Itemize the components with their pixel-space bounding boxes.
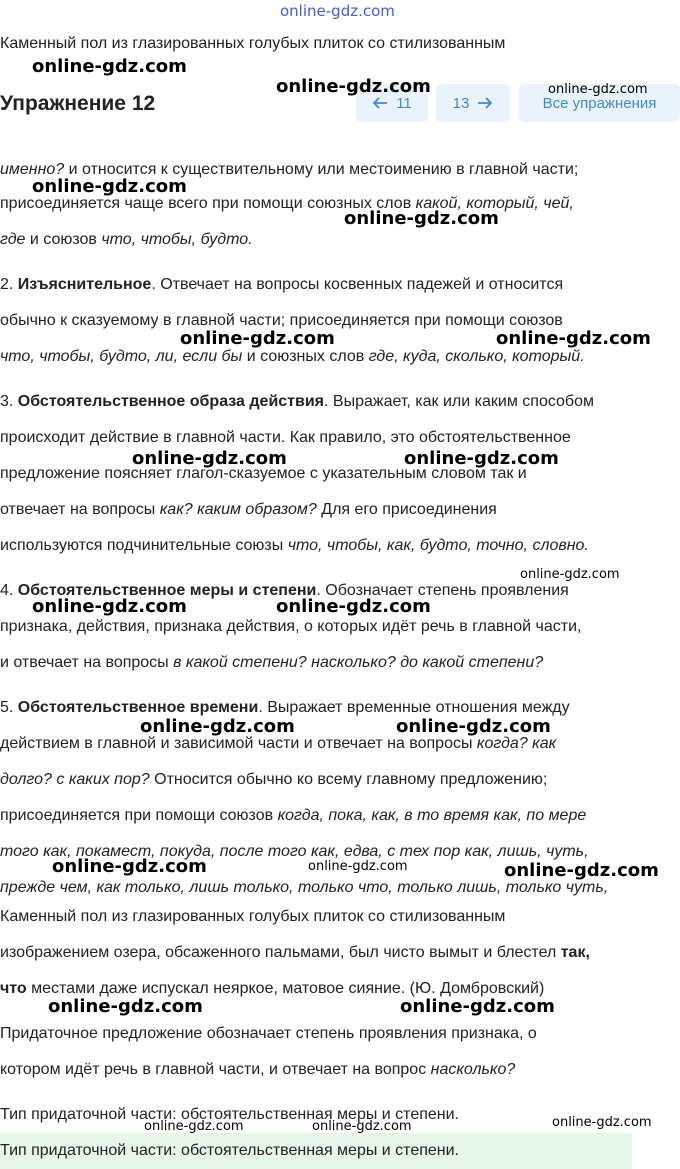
italic-text: что, чтобы, будто. [101,231,253,248]
italic-text: того как, покамест, покуда, после того как, едва, с тех пор как, лишь, чуть, [0,843,589,860]
watermark: online-gdz.com [180,328,335,349]
plain-text: отвечает на вопросы [0,501,160,518]
text-line: Придаточное предложение обозначает степень проявления признака, о [0,1025,537,1042]
text-line [0,347,585,367]
text-line [0,806,586,826]
plain-text: используются подчинительные союзы [0,537,288,554]
all-exercises-label: Все упражнения [542,94,657,112]
italic-text: именно? [0,161,65,178]
bold-text: Обстоятельственное времени [17,699,259,716]
italic-text: где [0,231,26,248]
italic-text: насколько? [430,1061,516,1078]
text-line: происходит действие в главной части. Как правило, это обстоятельственное [0,429,571,446]
arrow-right-icon [477,96,493,110]
text-line: Тип придаточной части: обстоятельственная меры и степени. [0,1106,459,1123]
watermark: online-gdz.com [32,176,187,197]
text-line [0,943,590,963]
watermark: online-gdz.com [32,56,187,77]
watermark: online-gdz.com [396,716,551,737]
plain-text: . Выражает, как или каким способом [324,393,594,410]
text-line [0,653,543,673]
arrow-left-icon [372,96,388,110]
prev-exercise-label: 11 [396,94,412,112]
watermark: online-gdz.com [48,996,203,1017]
plain-text: . Выражает временные отношения между [258,699,570,716]
plain-text: котором идёт речь в главной части, и отвечает на вопрос [0,1061,431,1078]
text-line [0,230,253,250]
plain-text: . Обозначает степень проявления [316,582,569,599]
italic-text: прежде чем, как только, лишь только, только что, только лишь, только чуть, [0,879,609,896]
plain-text: Для его присоединения [316,501,497,518]
watermark: online-gdz.com [52,856,207,877]
plain-text: действием в главной и зависимой части и отвечает на вопросы [0,735,477,752]
page-title: Упражнение 12 [0,92,156,115]
text-line: признака, действия, признака действия, о которых идёт речь в главной части, [0,618,582,635]
bold-text: что [0,980,27,997]
text-line [0,500,497,520]
text-line [0,698,570,718]
bold-text: Обстоятельственное образа действия [17,393,325,410]
text-line [0,878,608,898]
plain-text: присоединяется при помощи союзов [0,807,278,824]
italic-text: что, чтобы, будто, ли, если бы [0,348,243,365]
italic-text: в какой степени? насколько? до какой степени? [173,654,544,671]
bold-text: так, [560,944,590,961]
watermark: online-gdz.com [400,996,555,1017]
plain-text: и союзов [25,231,102,248]
watermark: online-gdz.com [132,448,287,469]
plain-text: присоединяется чаще всего при помощи союзных слов [0,195,416,212]
plain-text: местами даже испускал неяркое, матовое сияние. (Ю. Домбровский) [26,980,545,997]
text-line [0,392,594,412]
answer-text: Тип придаточной части: обстоятельственная меры и степени. [0,1142,459,1159]
watermark: online-gdz.com [276,596,431,617]
text-line: предложение поясняет глагол-сказуемое с указательным словом так и [0,465,527,482]
plain-text: Относится обычно ко всему главному предложению; [149,771,548,788]
italic-text: что, чтобы, как, будто, точно, словно. [287,537,589,554]
text-line: Каменный пол из глазированных голубых плиток со стилизованным [0,908,506,925]
item-number: 2. [0,276,18,293]
watermark: online-gdz.com [344,208,499,229]
text-line [0,770,547,790]
watermark: online-gdz.com [144,1119,244,1134]
watermark: online-gdz.com [32,596,187,617]
watermark: online-gdz.com [504,860,659,881]
italic-text: как? каким образом? [159,501,317,518]
italic-text: долго? с каких пор? [0,771,150,788]
plain-text: и относится к существительному или местоимению в главной части; [64,161,579,178]
italic-text: какой, который, чей, [415,195,574,212]
watermark: online-gdz.com [276,76,431,97]
text-line [0,275,563,295]
watermark: online-gdz.com [548,82,648,97]
watermark: online-gdz.com [552,1115,652,1130]
watermark: online-gdz.com [520,567,620,582]
text-line: обычно к сказуемому в главной части; присоединяется при помощи союзов [0,312,563,329]
plain-text: и отвечает на вопросы [0,654,174,671]
watermark: online-gdz.com [496,328,651,349]
watermark: online-gdz.com [312,1119,412,1134]
top-watermark: online-gdz.com [280,2,395,20]
item-number: 5. [0,699,18,716]
bold-text: Обстоятельственное меры и степени [17,582,317,599]
next-exercise-button[interactable] [436,84,510,122]
plain-text: изображением озера, обсаженного пальмами, был чисто вымыт и блестел [0,944,561,961]
italic-text: когда, пока, как, в то время как, по мере [277,807,587,824]
plain-text: и союзных слов [242,348,369,365]
watermark: online-gdz.com [404,448,559,469]
italic-text: где, куда, сколько, который. [368,348,585,365]
next-exercise-label: 13 [452,94,470,112]
item-number: 3. [0,393,18,410]
watermark: online-gdz.com [308,859,408,874]
text-line [0,1060,515,1080]
bold-text: Изъяснительное [17,276,152,293]
watermark: online-gdz.com [140,716,295,737]
plain-text: . Отвечает на вопросы косвенных падежей и относится [151,276,564,293]
text-line [0,536,589,556]
italic-text: когда? как [476,735,557,752]
text-line [0,734,556,754]
item-number: 4. [0,582,18,599]
cut-off-text-line: Каменный пол из глазированных голубых плиток со стилизованным [0,35,506,52]
